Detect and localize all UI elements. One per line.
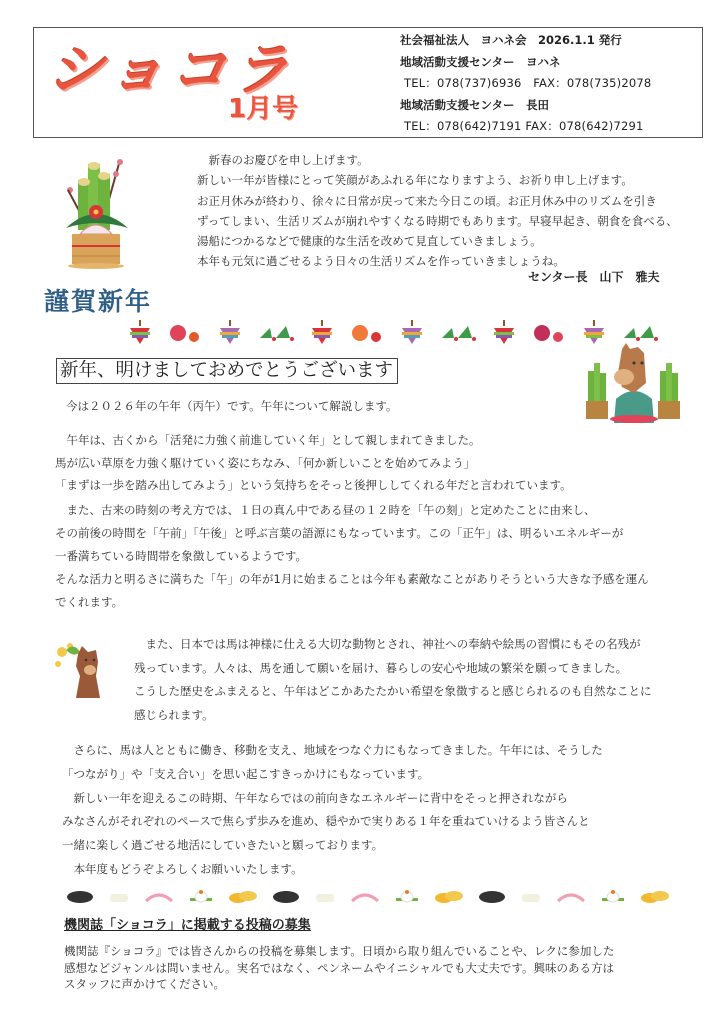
osechi-food-icon: [478, 890, 506, 904]
osechi-food-icon: [556, 891, 586, 903]
osechi-food-icon: [520, 890, 542, 904]
paragraph-line: 「まずは一歩を踏み出してみよう」という気持ちをそっと後押ししてくれる年だと言われています。: [55, 478, 572, 492]
recruit-title: 機関誌「ショコラ」に掲載する投稿の募集: [64, 918, 311, 933]
decorative-border-bottom: [66, 890, 670, 904]
spinning-top-icon: [218, 320, 242, 346]
spinning-top-icon: [310, 320, 334, 346]
paragraph-noon: [55, 499, 649, 614]
paragraph-line: こうした歴史をふまえると、午年はどこかあたたかい希望を象徴すると感じられるのも自然なことに: [134, 684, 652, 698]
paragraph-line: 一番満ちている時間帯を象徴しているようです。: [55, 549, 307, 563]
plum-flower-icon: [350, 323, 384, 343]
plum-flower-icon: [168, 323, 202, 343]
paragraph-line: でくれます。: [55, 595, 124, 609]
paragraph-closing: [62, 739, 603, 882]
kadomatsu-illustration: [58, 150, 134, 270]
greeting-line: 新春のお慶びを申し上げます。: [197, 153, 369, 167]
osechi-food-icon: [66, 890, 94, 904]
osechi-food-icon: [394, 890, 420, 904]
paragraph-line: 「つながり」や「支え合い」を思い起こすきっかけにもなっています。: [62, 766, 430, 781]
paragraph-line: みなさんがそれぞれのペースで焦らず歩みを進め、穏やかで実りある１年を重ねていけるよう皆さんと: [62, 814, 590, 829]
greeting-line: 本年も元気に過ごせるよう日々の生活リズムを作っていきましょうね。: [197, 254, 565, 269]
paragraph-line: 一緒に楽しく過ごせる地活にしていきたいと願っております。: [62, 838, 384, 853]
leaf-berry-icon: [440, 324, 476, 342]
recruit-line: 感想などジャンルは問いません。実名ではなく、ペンネームやイニシャルでも大丈夫です。興味のある方は: [64, 960, 614, 975]
paragraph-line: 感じられます。: [134, 707, 214, 722]
paragraph-line: 新しい一年を迎えるこの時期、午年ならではの前向きなエネルギーに背中をそっと押されながら: [62, 790, 568, 805]
leaf-berry-icon: [258, 324, 294, 342]
contact-yohane: TEL：078(737)6936 FAX：078(735)2078: [404, 76, 652, 90]
osechi-food-icon: [350, 891, 380, 903]
recruit-text: [64, 943, 614, 993]
paragraph-line: 午年は、古くから「活発に力強く前進していく年」として親しまれてきました。: [55, 433, 481, 447]
decorative-border-top: [128, 320, 658, 346]
osechi-food-icon: [600, 890, 626, 904]
contact-nagata: TEL：078(642)7191 FAX：078(642)7291: [404, 119, 644, 133]
osechi-food-icon: [228, 890, 258, 904]
greeting-line: ずってしまい、生活リズムが崩れやすくなる時期でもあります。早寝早起き、朝食を食べる、: [197, 213, 678, 228]
publisher-line: 社会福祉法人 ヨハネ会 2026.1.1 発行: [400, 33, 622, 47]
center-nagata: 地域活動支援センター 長田: [400, 97, 550, 112]
paragraph-line: さらに、馬は人とともに働き、移動を支え、地域をつなぐ力にもなってきました。午年には、そうした: [62, 743, 603, 757]
paragraph-line: その前後の時間を「午前」「午後」と呼ぶ言葉の語源にもなっています。この「正午」は、明るいエネルギーが: [55, 526, 624, 540]
paragraph-line: また、日本では馬は神様に仕える大切な動物とされ、神社への奉納や絵馬の習慣にもその名残が: [134, 637, 641, 651]
osechi-food-icon: [108, 890, 130, 904]
greeting-text: [197, 150, 697, 272]
publisher-info: [400, 30, 651, 138]
osechi-food-icon: [640, 890, 670, 904]
paragraph-line: 残っています。人々は、馬を通して願いを届け、暮らしの安心や地域の繁栄を願ってきました。: [134, 660, 628, 675]
osechi-food-icon: [272, 890, 300, 904]
osechi-food-icon: [434, 890, 464, 904]
recruit-line: 機関誌『ショコラ』では皆さんからの投稿を募集します。日頃から取り組んでいることや、レクに参加した: [64, 944, 615, 958]
horse-ema-illustration: [52, 640, 112, 700]
spinning-top-icon: [128, 320, 152, 346]
greeting-line: お正月休みが終わり、徐々に日常が戻って来た今日この頃。お正月休み中のリズムを引き: [197, 193, 657, 208]
section-title: 新年、明けましておめでとうございます: [56, 358, 398, 384]
paragraph-line: 馬が広い草原を力強く駆けていく姿にちなみ、「何か新しいことを始めてみよう」: [55, 455, 476, 470]
paragraph-line: そんな活力と明るさに満ちた「午」の年が1月に始まることは今年も素敵なことがありそうという大きな予感を運ん: [55, 572, 649, 586]
paragraph-shrine: [134, 633, 652, 727]
issue-label: 1月号: [228, 94, 299, 124]
plum-flower-icon: [532, 323, 566, 343]
signature: センター長 山下 雅夫: [528, 270, 660, 284]
osechi-food-icon: [188, 890, 214, 904]
paragraph-line: 本年度もどうぞよろしくお願いいたします。: [62, 861, 303, 876]
osechi-food-icon: [314, 890, 336, 904]
intro-text: 今は２０２６年の午年（丙午）です。午年について解説します。: [66, 399, 398, 413]
osechi-food-icon: [144, 891, 174, 903]
horse-kimono-illustration: [582, 343, 682, 423]
spinning-top-icon: [400, 320, 424, 346]
center-yohane: 地域活動支援センター ヨハネ: [400, 54, 561, 69]
newsletter-logo: ショコラ: [45, 38, 297, 103]
greeting-line: 新しい一年が皆様にとって笑顔があふれる年になりますよう、お祈り申し上げます。: [197, 173, 633, 188]
leaf-berry-icon: [622, 324, 658, 342]
greeting-line: 湯船につかるなどで健康的な生活を改めて見直していきましょう。: [197, 234, 542, 249]
paragraph-line: また、古来の時刻の考え方では、１日の真ん中である昼の１２時を「午の刻」と定めたことに由来し、: [55, 503, 596, 517]
paragraph-horse-year: [55, 429, 572, 497]
spinning-top-icon: [492, 320, 516, 346]
new-year-banner: 謹賀新年: [44, 287, 153, 316]
recruit-line: スタッフに声かけてください。: [64, 977, 225, 991]
